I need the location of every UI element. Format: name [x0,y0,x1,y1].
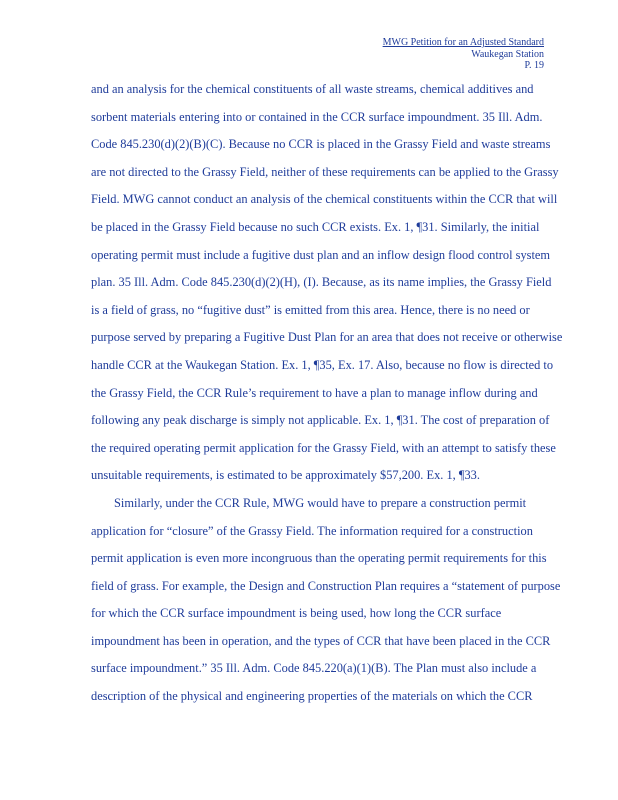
text-line: operating permit must include a fugitive dust plan and an inflow design flood control system [91,247,551,262]
paragraph-first-line: Similarly, under the CCR Rule, MWG would have to prepare a construction permit [114,495,527,510]
page-header [383,37,544,72]
text-line: is a field of grass, no “fugitive dust” is emitted from this area. Hence, there is no need or [91,302,530,317]
text-line: description of the physical and engineering properties of the materials on which the CCR [91,689,533,704]
text-line: following any peak discharge is simply not applicable. Ex. 1, ¶31. The cost of preparation of [91,413,550,428]
text-line: purpose served by preparing a Fugitive Dust Plan for an area that does not receive or otherwise [91,330,563,345]
text-line: are not directed to the Grassy Field, neither of these requirements can be applied to the Grassy [91,164,559,179]
text-line: Field. MWG cannot conduct an analysis of the chemical constituents within the CCR that will [91,192,558,207]
text-line: field of grass. For example, the Design and Construction Plan requires a “statement of purpose [91,578,561,593]
text-line: application for “closure” of the Grassy Field. The information required for a construction [91,523,533,538]
text-line: for which the CCR surface impoundment is being used, how long the CCR surface [91,606,502,621]
text-line: surface impoundment.” 35 Ill. Adm. Code 845.220(a)(1)(B). The Plan must also include a [91,661,537,676]
body-text [91,79,611,714]
text-line: and an analysis for the chemical constituents of all waste streams, chemical additives and [91,82,534,96]
text-line: the Grassy Field, the CCR Rule’s requirement to have a plan to manage inflow during and [91,385,538,400]
text-line: plan. 35 Ill. Adm. Code 845.230(d)(2)(H), (I). Because, as its name implies, the Grassy Field [91,275,552,290]
text-line: unsuitable requirements, is estimated to be approximately $57,200. Ex. 1, ¶33. [91,468,480,483]
text-line: sorbent materials entering into or contained in the CCR surface impoundment. 35 Ill. Adm. [91,109,543,124]
text-line: handle CCR at the Waukegan Station. Ex. 1, ¶35, Ex. 17. Also, because no flow is directed to [91,357,554,372]
text-line: impoundment has been in operation, and the types of CCR that have been placed in the CCR [91,633,551,648]
text-line: be placed in the Grassy Field because no such CCR exists. Ex. 1, ¶31. Similarly, the initial [91,219,540,234]
text-line: Code 845.230(d)(2)(B)(C). Because no CCR is placed in the Grassy Field and waste streams [91,137,551,152]
page-number: P. 19 [524,60,544,71]
text-line: the required operating permit application for the Grassy Field, with an attempt to satisfy these [91,440,556,455]
text-line: permit application is even more incongruous than the operating permit requirements for this [91,551,547,566]
petition-title: MWG Petition for an Adjusted Standard [382,37,544,48]
station-name: Waukegan Station [471,48,544,60]
